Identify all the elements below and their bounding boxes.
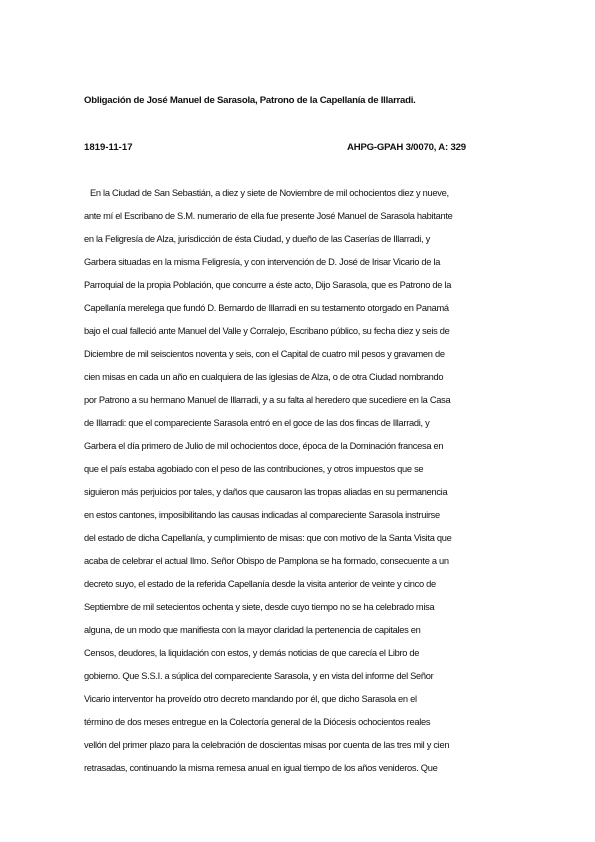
body-line: Garbera situadas en la misma Feligresía, y con intervención de D. José de Irisar Vicario de la	[84, 257, 441, 267]
body-line: Parroquial de la propia Población, que concurre a éste acto, Dijo Sarasola, que es Patrono de la	[84, 280, 452, 290]
body-line: ante mí el Escribano de S.M. numerario de ella fue presente José Manuel de Sarasola habitante	[84, 211, 453, 221]
body-line: Garbera el día primero de Julio de mil ochocientos doce, época de la Dominación francesa en	[84, 441, 444, 451]
body-line: Vicario interventor ha proveído otro decreto mandando por él, que dicho Sarasola en el	[84, 694, 417, 704]
document-title: Obligación de José Manuel de Sarasola, Patrono de la Capellanía de Illarradi.	[84, 95, 416, 106]
body-line: decreto suyo, el estado de la referida Capellanía desde la visita anterior de veinte y cinco de	[84, 579, 436, 589]
body-line: cien misas en cada un año en cualquiera de las iglesias de Alza, o de otra Ciudad nombrando	[84, 372, 444, 382]
body-line: en la Feligresía de Alza, jurisdicción de ésta Ciudad, y dueño de las Caserías de Illarradi, y	[84, 234, 430, 244]
body-line: Septiembre de mil setecientos ochenta y siete, desde cuyo tiempo no se ha celebrado misa	[84, 602, 435, 612]
body-line: Capellanía merelega que fundó D. Bernardo de Illarradi en su testamento otorgado en Panamá	[84, 303, 449, 313]
body-line: del estado de dicha Capellanía, y cumplimiento de misas: que con motivo de la Santa Visita que	[84, 533, 452, 543]
body-line: alguna, de un modo que manifiesta con la mayor claridad la pertenencia de capitales en	[84, 625, 421, 635]
archive-reference: AHPG-GPAH 3/0070, A: 329	[347, 142, 466, 153]
body-line: por Patrono a su hermano Manuel de Illarradi, y a su falta al heredero que sucediere en la Casa	[84, 395, 451, 405]
body-line: término de dos meses entregue en la Colectoría general de la Diócesis ochocientos reales	[84, 717, 431, 727]
body-line: de Illarradi: que el compareciente Sarasola entró en el goce de las dos fincas de Illarradi, y	[84, 418, 430, 428]
document-date: 1819-11-17	[84, 142, 133, 153]
body-line: que el país estaba agobiado con el peso de las contribuciones, y otros impuestos que se	[84, 464, 424, 474]
body-line: retrasadas, continuando la misma remesa anual en igual tiempo de los años venideros. Que	[84, 763, 438, 773]
body-line: bajo el cual falleció ante Manuel del Valle y Corralejo, Escribano público, su fecha diez y seis de	[84, 326, 450, 336]
body-line: acaba de celebrar el actual Ilmo. Señor Obispo de Pamplona se ha formado, consecuente a un	[84, 556, 449, 566]
body-line: Censos, deudores, la liquidación con estos, y demás noticias de que carecía el Libro de	[84, 648, 420, 658]
body-line: en estos cantones, imposibilitando las causas indicadas al compareciente Sarasola instruirse	[84, 510, 440, 520]
body-line: Diciembre de mil seiscientos noventa y seis, con el Capital de cuatro mil pesos y gravamen de	[84, 349, 445, 359]
body-line: vellón del primer plazo para la celebración de doscientas misas por cuenta de las tres mil y cien	[84, 740, 450, 750]
body-line: En la Ciudad de San Sebastián, a diez y siete de Noviembre de mil ochocientos diez y nueve,	[90, 188, 449, 198]
body-line: gobierno. Que S.S.I. a súplica del compareciente Sarasola, y en vista del informe del Señor	[84, 671, 434, 681]
body-line: siguieron más perjuicios por tales, y daños que causaron las tropas aliadas en su permanencia	[84, 487, 448, 497]
